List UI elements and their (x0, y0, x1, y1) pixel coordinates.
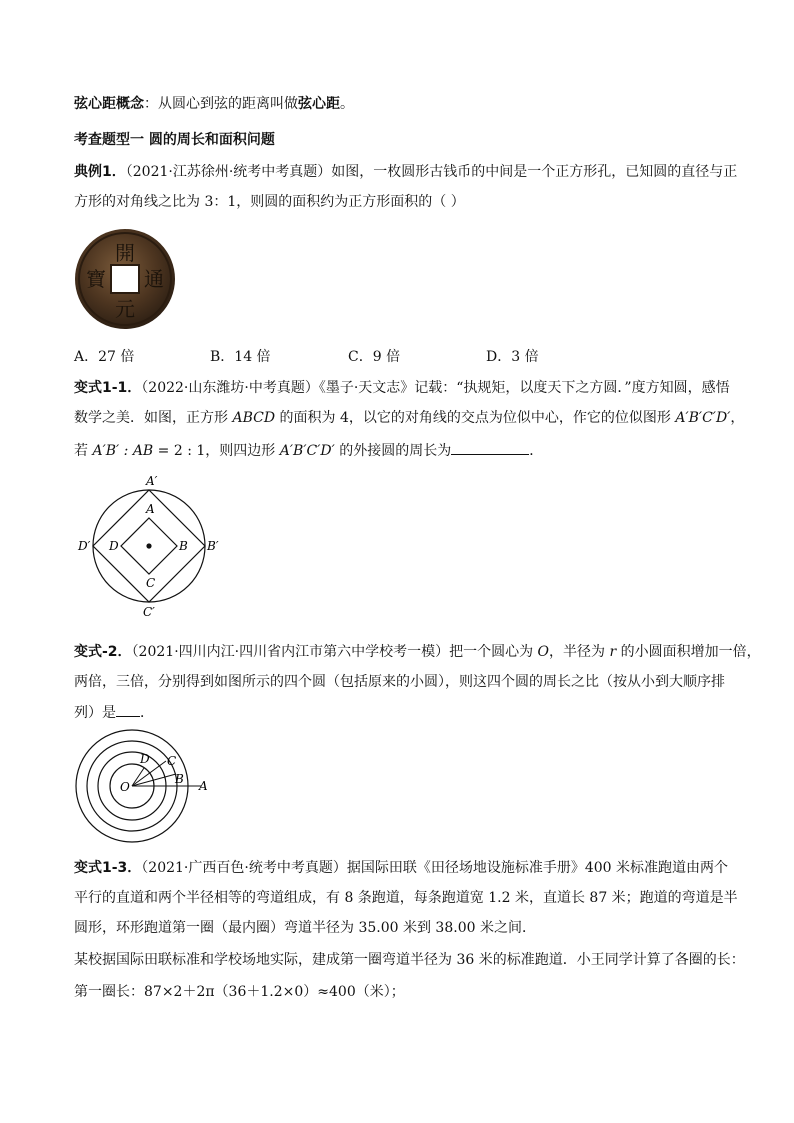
variant1-1-text-1: （2022·山东潍坊·中考真题）《墨子·天文志》记载：“执规矩，以度天下之方圆．”度方知圆，感悟 (141, 380, 730, 396)
variant1-3-line1 (74, 858, 728, 878)
center-o-label: O (537, 644, 550, 660)
concept-text: 从圆心到弦的距离叫做 (158, 96, 298, 112)
label-a-prime: A′ (146, 474, 158, 488)
example1-option-b: B．14 倍 (210, 349, 271, 365)
circumscribed-circle-figure (76, 472, 226, 620)
concentric-circles-figure (72, 728, 222, 848)
example1-text-1: （2021·江苏徐州·统考中考真题）如图，一枚圆形古钱币的中间是一个正方形孔，已知圆的直径与正 (125, 164, 738, 180)
label-c: C (146, 576, 156, 590)
square-abcd-label: ABCD (232, 410, 276, 426)
variant1-3-line4: 某校据国际田联标准和学校场地实际，建成第一圈弯道半径为 36 米的标准跑道．小王同学计算了各圈的长： (74, 952, 745, 968)
label-a: A (146, 502, 155, 516)
example1-option-a: A．27 倍 (74, 349, 135, 365)
variant2-line1 (74, 642, 761, 662)
variant1-1-text-3a: 若 (74, 443, 93, 459)
variant2-line3 (74, 702, 154, 723)
variant1-3-line3: 圆形，环形跑道第一圈（最内圈）弯道半径为 35.00 米到 38.00 米之间． (74, 920, 536, 936)
label-circle-b: B (175, 772, 184, 786)
label-c-prime: C′ (143, 605, 155, 619)
variant2-text-1c: 的小圆面积增加一倍， (616, 644, 761, 660)
section-heading: 考查题型一 圆的周长和面积问题 (74, 132, 275, 148)
variant1-1-line3 (74, 440, 543, 461)
answer-blank[interactable] (451, 440, 529, 455)
variant2-text-1a: （2021·四川内江·四川省内江市第六中学校考一模）把一个圆心为 (131, 644, 538, 660)
label-d-prime: D′ (78, 539, 91, 553)
label-circle-a: A (199, 779, 208, 793)
square-prime-label: A′B′C′D′ (675, 410, 731, 426)
variant1-1-text-3c: 的外接圆的周长为 (334, 443, 452, 459)
example1-line2: 方形的对角线之比为 3：1，则圆的面积约为正方形面积的（ ） (74, 194, 465, 210)
label-b-prime: B′ (207, 539, 219, 553)
coin-square-hole (111, 265, 139, 293)
example1-option-d: D．3 倍 (486, 349, 539, 365)
coin-char-bottom: 元 (115, 297, 135, 321)
concept-end: 。 (340, 96, 354, 112)
label-d: D (109, 539, 119, 553)
label-circle-c: C (167, 754, 177, 768)
label-o: O (120, 780, 130, 794)
quad-prime-label: A′B′C′D′ (279, 443, 335, 459)
center-point (146, 543, 151, 548)
variant1-1-text-2b: 的面积为 4，以它的对角线的交点为位似中心，作它的位似图形 (275, 410, 676, 426)
variant1-3-label: 变式1-3． (74, 860, 142, 876)
coin-char-top: 開 (115, 241, 135, 265)
variant2-label: 变式-2． (74, 644, 132, 660)
example1-label: 典例1． (74, 164, 126, 180)
concept-term: 弦心距概念 (74, 96, 144, 112)
variant1-1-label: 变式1-1． (74, 380, 142, 396)
example1-line1 (74, 162, 737, 182)
coin-char-left: 寶 (86, 267, 106, 291)
variant2-text-3-end: ． (140, 705, 154, 721)
concept-term-2: 弦心距 (298, 96, 340, 112)
coin-char-right: 通 (144, 267, 164, 291)
variant1-3-text-1: （2021·广西百色·统考中考真题）据国际田联《田径场地设施标准手册》400 米标准跑道由两个 (141, 860, 728, 876)
variant1-3-line2: 平行的直道和两个半径相等的弯道组成，有 8 条跑道，每条跑道宽 1.2 米，直道长 87 米；跑道的弯道是半 (74, 890, 738, 906)
label-circle-d: D (140, 752, 150, 766)
answer-blank-2[interactable] (116, 702, 140, 717)
variant1-1-text-2c: ， (730, 410, 745, 426)
example1-option-c: C．9 倍 (348, 349, 401, 365)
radius-r-label: r (609, 644, 617, 660)
label-b: B (179, 539, 188, 553)
variant2-line2: 两倍，三倍，分别得到如图所示的四个圆（包括原来的小圆），则这四个圆的周长之比（按从小到大顺序排 (74, 674, 725, 690)
chord-distance-concept (74, 94, 354, 114)
ancient-coin-image (74, 228, 176, 330)
ratio-expression: A′B′ : AB (92, 443, 154, 459)
variant1-1-line2 (74, 408, 744, 428)
variant1-1-text-3-end: ． (529, 443, 544, 459)
variant1-1-text-3b: = 2 : 1，则四边形 (153, 443, 280, 459)
variant2-text-1b: ，半径为 (549, 644, 610, 660)
variant1-1-line1 (74, 378, 730, 398)
variant2-text-3a: 列）是 (74, 705, 116, 721)
variant1-3-line5: 第一圈长：87×2＋2π（36＋1.2×0）≈400（米）； (74, 984, 405, 1000)
variant1-1-text-2a: 数学之美．如图，正方形 (74, 410, 233, 426)
concept-colon: ： (144, 96, 158, 112)
